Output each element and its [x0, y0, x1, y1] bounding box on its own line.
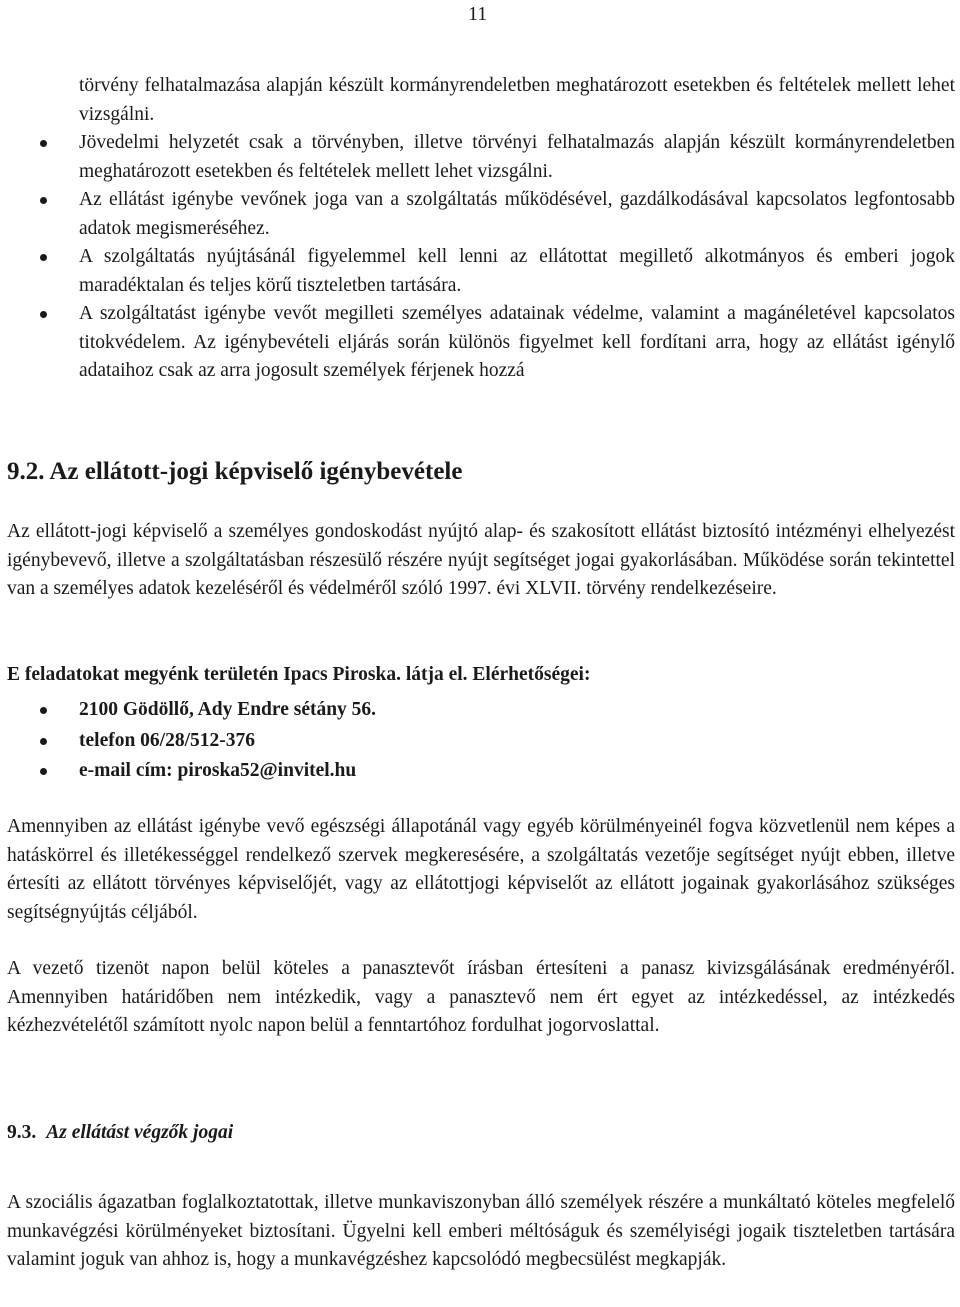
bullet-dot-icon — [40, 738, 47, 745]
bullet-dot-icon — [40, 707, 47, 714]
complaint-paragraph: A vezető tizenöt napon belül köteles a panasztevőt írásban értesíteni a panasz kivizsgálásának eredményéről. Amennyiben határidőben nem intézkedik, vagy a panasztevő nem ért egyet az intézkedéssel, az intézkedés kézhezvételétől számított nyolc napon belül a fenntartóhoz fordulhat jogorvoslattal. — [7, 958, 955, 1036]
contact-bullet-list — [0, 696, 960, 786]
section-number: 9.3. — [7, 1122, 37, 1143]
bullet-text: A szolgáltatás nyújtásánál figyelemmel kell lenni az ellátottat megillető alkotmányos és emberi jogok maradéktalan és teljes körű tiszteletben tartására. — [79, 246, 955, 296]
bullet-item — [0, 129, 955, 186]
section-heading-9-2: 9.2. Az ellátott-jogi képviselő igénybevétele — [7, 458, 463, 485]
bullet-text: Jövedelmi helyzetét csak a törvényben, illetve törvényi felhatalmazás alapján készült kormányrendeletben meghatározott esetekben és feltételek mellett lehet vizsgálni. — [79, 132, 955, 182]
bullet-dot-icon — [40, 140, 47, 147]
workers-rights-paragraph: A szociális ágazatban foglalkoztatottak, illetve munkaviszonyban álló személyek részére a munkáltató köteles megfelelő munkavégzési körülményeket biztosítani. Ügyelni kell emberi méltóságuk és személyiségi jogaik tiszteletben tartására valamint joguk van ahhoz is, hogy a munkavégzéshez kapcsolódó megbecsülést megkapják. — [7, 1192, 955, 1270]
bullet-dot-icon — [40, 197, 47, 204]
bullet-text: A szolgáltatást igénybe vevőt megilleti személyes adatainak védelme, valamint a magánéletével kapcsolatos titokvédelem. Az igénybevételi eljárás során különös figyelmet kell fordítani arra, hogy az ellátást igénylő adataihoz csak az arra jogosult személyek férjenek hozzá — [79, 303, 955, 381]
bullet-continuation — [0, 72, 955, 129]
section-heading-9-3 — [7, 1119, 233, 1147]
bullet-text: Az ellátást igénybe vevőnek joga van a szolgáltatás működésével, gazdálkodásával kapcsolatos legfontosabb adatok megismeréséhez. — [79, 189, 955, 239]
contact-item — [0, 757, 955, 786]
contact-email: e-mail cím: piroska52@invitel.hu — [79, 760, 357, 781]
bullet-item — [0, 300, 955, 386]
contact-intro: E feladatokat megyénk területén Ipacs Piroska. látja el. Elérhetőségei: — [7, 664, 591, 685]
section-title: Az ellátást végzők jogai — [46, 1122, 234, 1143]
page-number: 11 — [468, 3, 488, 25]
rights-bullet-list — [0, 72, 960, 386]
assistance-paragraph: Amennyiben az ellátást igénybe vevő egészségi állapotánál vagy egyéb körülményeinél fogva közvetlenül nem képes a hatáskörrel és illetékességgel rendelkező szervek megkeresésére, a szolgáltatás vezetője segítséget nyújt ebben, illetve értesíti az ellátott törvényes képviselőjét, vagy az ellátottjogi képviselőt az ellátott jogainak gyakorlásához szükséges segítségnyújtás céljából. — [7, 816, 955, 923]
contact-phone: telefon 06/28/512-376 — [79, 729, 256, 751]
bullet-dot-icon — [40, 768, 47, 775]
bullet-item — [0, 186, 955, 243]
bullet-item — [0, 243, 955, 300]
bullet-dot-icon — [40, 311, 47, 318]
contact-item — [0, 696, 955, 725]
contact-item — [0, 727, 955, 756]
contact-address: 2100 Gödöllő, Ady Endre sétány 56. — [79, 699, 377, 720]
bullet-continuation-text: törvény felhatalmazása alapján készült kormányrendeletben meghatározott esetekben és feltételek mellett lehet vizsgálni. — [79, 75, 955, 125]
representative-paragraph: Az ellátott-jogi képviselő a személyes gondoskodást nyújtó alap- és szakosított ellátást biztosító intézményi elhelyezést igénybevevő, illetve a szolgáltatásban részesülő részére nyújt segítséget jogai gyakorlásában. Működése során tekintettel van a személyes adatok kezeléséről és védelméről szóló 1997. évi XLVII. törvény rendelkezéseire. — [7, 521, 955, 599]
bullet-dot-icon — [40, 254, 47, 261]
